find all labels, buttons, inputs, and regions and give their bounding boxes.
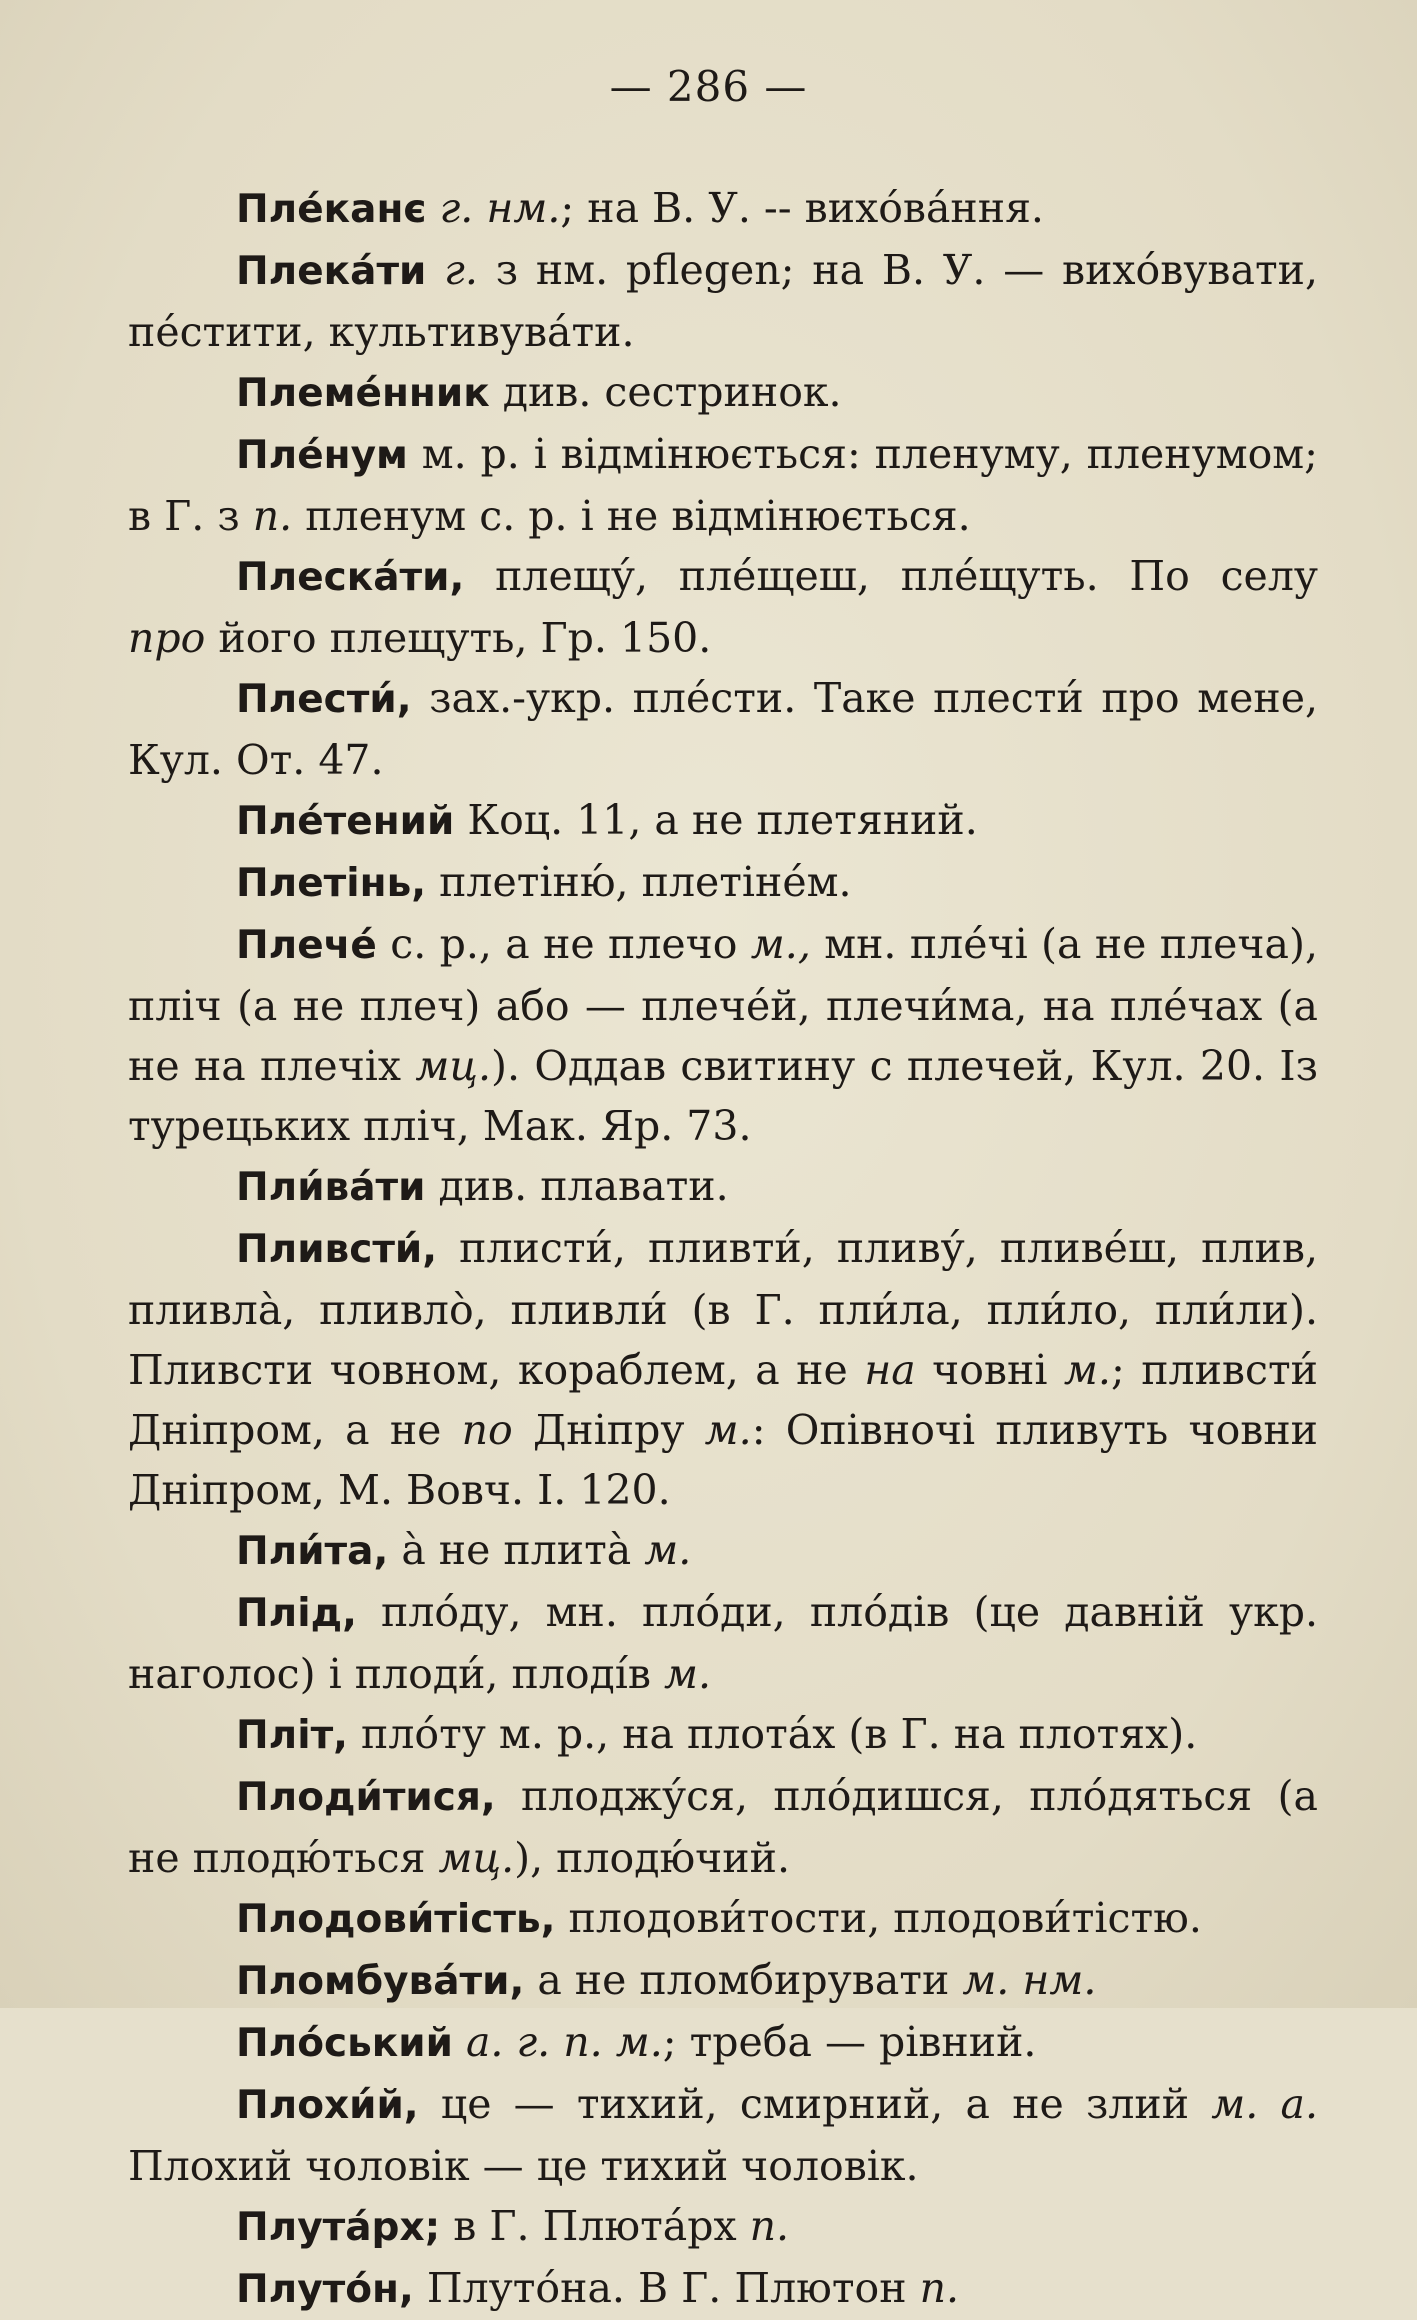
dictionary-entry (128, 1582, 1318, 1704)
dictionary-entry (128, 424, 1318, 546)
entry-abbreviation: п. (252, 492, 293, 540)
entry-text: зах.-укр. пле́сти. Таке плести́ про мене, Кул. От. 47. (128, 674, 1318, 784)
entry-text: плисти́, пливти́, пливу́, пливе́ш, плив, пливла̀, пливло̀, пливли́ (в Г. пли́ла, пли́ло, пли́ли). Пливсти човном, кораблем, а не (128, 1224, 1318, 1394)
entry-abbreviation: п. (919, 2264, 960, 2312)
entry-text: ). Оддав свитину с плечей, Кул. 20. Із турецьких пліч, Мак. Яр. 73. (128, 1042, 1318, 1150)
entry-text: м. р. і відмінюється: пленуму, пленумом; в Г. з (128, 430, 1318, 540)
dictionary-entry (128, 2012, 1318, 2074)
entry-abbreviation: м. (644, 1526, 692, 1574)
entry-text: Плохий чоловік — це тихий чоловік. (128, 2142, 919, 2190)
entry-headword: Пліт, (236, 1713, 348, 1758)
entry-text: човні (915, 1346, 1064, 1394)
entry-abbreviation: про (128, 614, 206, 662)
dictionary-text (128, 178, 1318, 2320)
entry-text: а не пломбирувати (524, 1956, 963, 2004)
entry-headword: Пло́ський (236, 2021, 453, 2066)
dictionary-entry (128, 1520, 1318, 1582)
entry-abbreviation: г. нм. (439, 184, 561, 232)
entry-headword: Пломбува́ти, (236, 1959, 525, 2004)
entry-headword: Пли́ва́ти (236, 1165, 426, 1210)
entry-headword: Племе́нник (236, 371, 490, 416)
entry-text: пленум с. р. і не відмінюється. (292, 492, 971, 540)
entry-text: плоджу́ся, пло́дишся, пло́дяться (а не плодю́ться (128, 1772, 1318, 1882)
entry-text: ; треба — рівний. (662, 2018, 1037, 2066)
dictionary-entry (128, 2258, 1318, 2320)
page-number: — 286 — (609, 62, 808, 111)
entry-abbreviation: м. а. (1211, 2080, 1318, 2128)
entry-headword: Плеска́ти, (236, 555, 465, 600)
entry-text: : Опівночі пливуть човни Дніпром, М. Вовч. І. 120. (128, 1406, 1318, 1514)
entry-abbreviation: м., (750, 920, 811, 968)
entry-text: ), плодю́чий. (514, 1834, 790, 1882)
entry-abbreviation: на (864, 1346, 916, 1394)
entry-text: пло́ду, мн. пло́ди, пло́дів (це давній укр. наголос) і плоди́, плоді́в (128, 1588, 1318, 1698)
entry-headword: Плека́ти (236, 249, 427, 294)
entry-headword: Пливсти́, (236, 1227, 438, 1272)
entry-abbreviation: мц. (438, 1834, 515, 1882)
entry-headword: Пле́канє (236, 187, 427, 232)
dictionary-entry (128, 914, 1318, 1156)
entry-text: с. р., а не плечо (376, 920, 751, 968)
entry-text: Дніпру (512, 1406, 705, 1454)
entry-text: ; на В. У. -- вихо́ва́ння. (560, 184, 1044, 232)
entry-headword: Плоди́тися, (236, 1775, 496, 1820)
entry-text: плещу́, пле́щеш, пле́щуть. По селу (464, 552, 1318, 600)
entry-text: див. сестринок. (489, 368, 842, 416)
entry-headword: Плече́ (236, 923, 377, 968)
entry-abbreviation: п. (749, 2202, 790, 2250)
dictionary-entry (128, 1950, 1318, 2012)
entry-abbreviation: по (461, 1406, 513, 1454)
entry-text: в Г. Плюта́рх (440, 2202, 750, 2250)
dictionary-entry (128, 2074, 1318, 2196)
entry-abbreviation: мц. (415, 1042, 492, 1090)
dictionary-entry (128, 1766, 1318, 1888)
dictionary-entry (128, 546, 1318, 668)
dictionary-entry (128, 1888, 1318, 1950)
entry-text: Плуто́на. В Г. Плютон (413, 2264, 920, 2312)
entry-abbreviation: г. (444, 246, 478, 294)
entry-text: пло́ту м. р., на плота́х (в Г. на плотях). (348, 1710, 1198, 1758)
dictionary-entry (128, 362, 1318, 424)
dictionary-entry (128, 1704, 1318, 1766)
entry-headword: Плетінь, (236, 861, 427, 906)
dictionary-entry (128, 1218, 1318, 1520)
entry-headword: Пле́тений (236, 799, 455, 844)
entry-headword: Плута́рх; (236, 2205, 441, 2250)
entry-abbreviation: а. г. п. м. (465, 2018, 663, 2066)
entry-headword: Плохи́й, (236, 2083, 419, 2128)
dictionary-entry (128, 2196, 1318, 2258)
dictionary-entry (128, 790, 1318, 852)
dictionary-entry (128, 1156, 1318, 1218)
entry-text: Коц. 11, а не плетяний. (454, 796, 978, 844)
entry-abbreviation: м. (704, 1406, 752, 1454)
entry-text: його плещуть, Гр. 150. (205, 614, 712, 662)
entry-text: див. плавати. (425, 1162, 729, 1210)
dictionary-entry (128, 178, 1318, 240)
entry-headword: Плід, (236, 1591, 357, 1636)
entry-headword: Плодови́тість, (236, 1897, 556, 1942)
dictionary-entry (128, 852, 1318, 914)
entry-text: ; пливсти́ Дніпром, а не (128, 1346, 1318, 1454)
entry-headword: Пле́нум (236, 433, 408, 478)
entry-text: плодови́тости, плодови́тістю. (555, 1894, 1202, 1942)
dictionary-entry (128, 240, 1318, 362)
entry-text: мн. пле́чі (а не плеча), пліч (а не плеч) або — плече́й, плечи́ма, на пле́чах (а не на плечіх (128, 920, 1318, 1090)
entry-abbreviation: м. нм. (962, 1956, 1097, 2004)
entry-headword: Пли́та, (236, 1529, 389, 1574)
entry-text: це — тихий, смирний, а не злий (418, 2080, 1212, 2128)
entry-abbreviation: м. (664, 1650, 712, 1698)
entry-headword: Плести́, (236, 677, 412, 722)
entry-headword: Плуто́н, (236, 2267, 414, 2312)
dictionary-entry (128, 668, 1318, 790)
entry-text: а̀ не плита̀ (388, 1526, 645, 1574)
entry-text (426, 246, 444, 294)
entry-text: плетіню́, плетіне́м. (426, 858, 852, 906)
entry-abbreviation: м. (1063, 1346, 1111, 1394)
entry-text (453, 2018, 466, 2066)
entry-text (427, 184, 440, 232)
entry-text: з нм. pflegen; на В. У. — вихо́вувати, пе́стити, культивува́ти. (128, 246, 1318, 356)
